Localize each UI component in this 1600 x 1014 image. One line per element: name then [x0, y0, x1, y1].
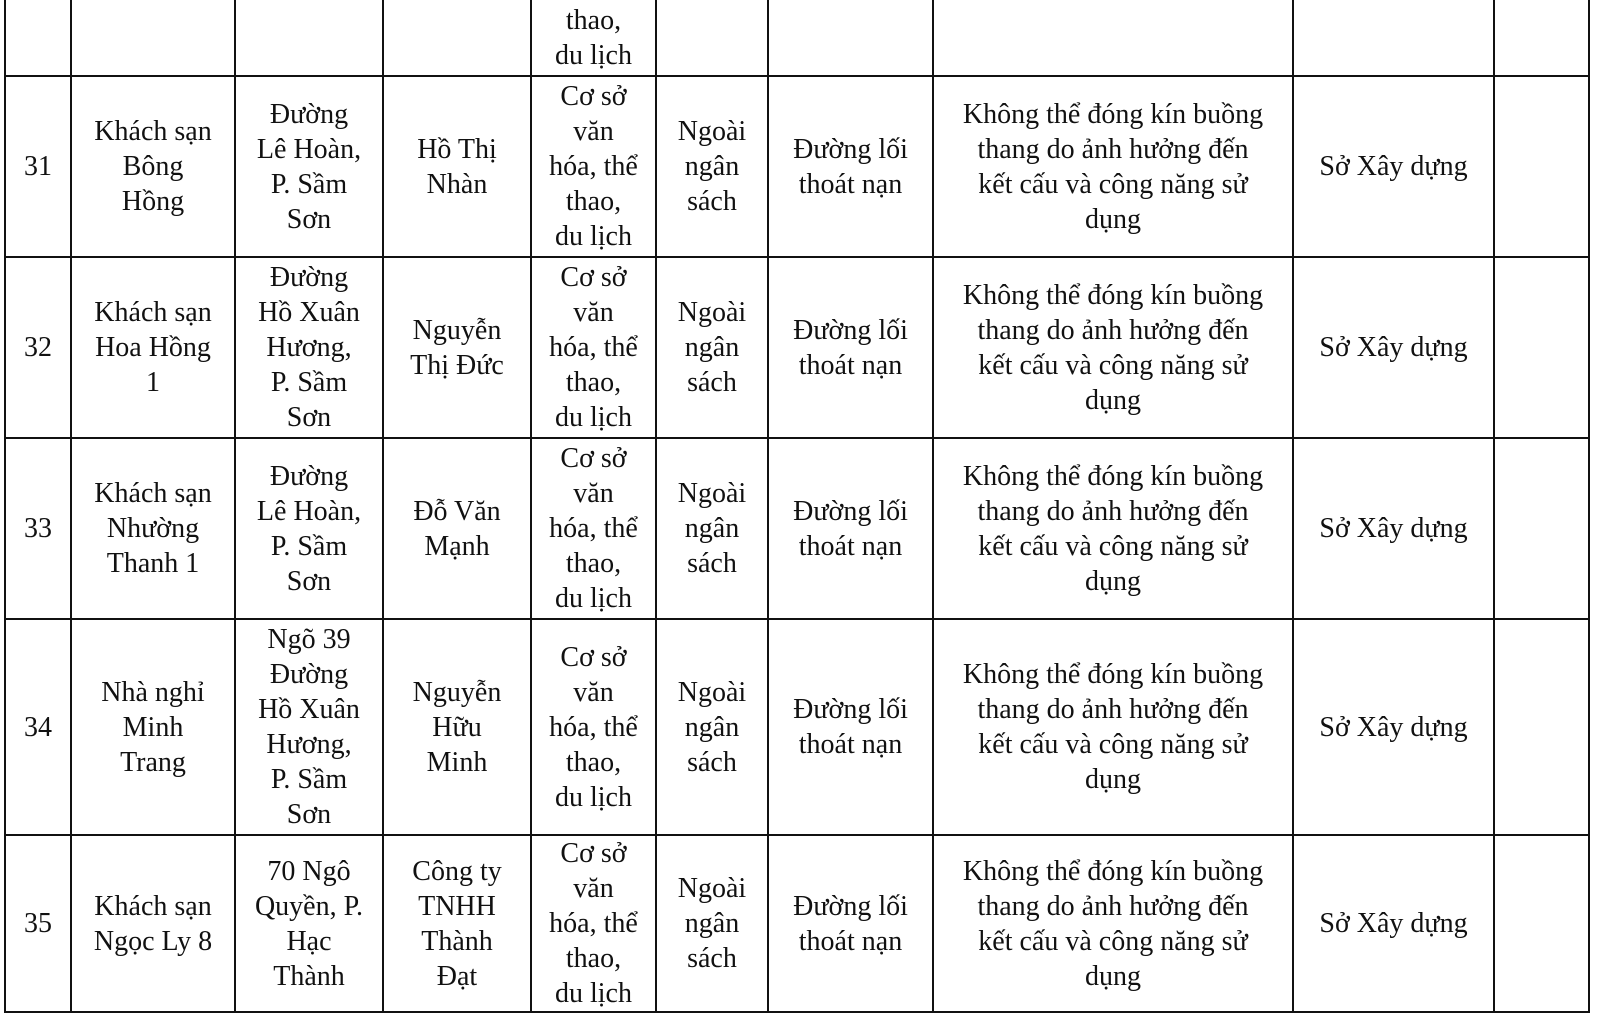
cell-category: Đường lối thoát nạn [768, 835, 933, 1012]
cell-address: Đường Lê Hoàn, P. Sầm Sơn [235, 76, 383, 257]
cell-funding: Ngoài ngân sách [656, 76, 768, 257]
table-row [5, 76, 1589, 257]
cell-note [1494, 619, 1589, 835]
cell-funding: Ngoài ngân sách [656, 835, 768, 1012]
cell-name: Khách sạn Ngọc Ly 8 [71, 835, 235, 1012]
cell-no: 31 [5, 76, 71, 257]
cell-issue: Không thể đóng kín buồng thang do ảnh hưởng đến kết cấu và công năng sử dụng [933, 438, 1293, 619]
cell-address [235, 0, 383, 76]
cell-funding [656, 0, 768, 76]
cell-name: Khách sạn Bông Hồng [71, 76, 235, 257]
cell-note [1494, 257, 1589, 438]
cell-note [1494, 0, 1589, 76]
cell-category: Đường lối thoát nạn [768, 76, 933, 257]
cell-issue: Không thể đóng kín buồng thang do ảnh hưởng đến kết cấu và công năng sử dụng [933, 619, 1293, 835]
cell-note [1494, 76, 1589, 257]
table-row [5, 438, 1589, 619]
cell-issue: Không thể đóng kín buồng thang do ảnh hưởng đến kết cấu và công năng sử dụng [933, 257, 1293, 438]
cell-agency: Sở Xây dựng [1293, 257, 1494, 438]
cell-type: Cơ sở văn hóa, thể thao, du lịch [531, 619, 656, 835]
cell-type: Cơ sở văn hóa, thể thao, du lịch [531, 257, 656, 438]
cell-issue [933, 0, 1293, 76]
cell-note [1494, 835, 1589, 1012]
cell-category: Đường lối thoát nạn [768, 619, 933, 835]
cell-no: 33 [5, 438, 71, 619]
cell-address: Đường Hồ Xuân Hương, P. Sầm Sơn [235, 257, 383, 438]
cell-address: 70 Ngô Quyền, P. Hạc Thành [235, 835, 383, 1012]
cell-type: Cơ sở văn hóa, thể thao, du lịch [531, 438, 656, 619]
cell-category: Đường lối thoát nạn [768, 438, 933, 619]
table-row-partial [5, 0, 1589, 76]
cell-owner: Công ty TNHH Thành Đạt [383, 835, 531, 1012]
cell-issue: Không thể đóng kín buồng thang do ảnh hưởng đến kết cấu và công năng sử dụng [933, 835, 1293, 1012]
cell-name: Khách sạn Nhường Thanh 1 [71, 438, 235, 619]
cell-owner: Nguyễn Hữu Minh [383, 619, 531, 835]
table-row [5, 835, 1589, 1012]
cell-agency: Sở Xây dựng [1293, 438, 1494, 619]
cell-note [1494, 438, 1589, 619]
cell-issue: Không thể đóng kín buồng thang do ảnh hưởng đến kết cấu và công năng sử dụng [933, 76, 1293, 257]
cell-funding: Ngoài ngân sách [656, 438, 768, 619]
cell-type: Cơ sở văn hóa, thể thao, du lịch [531, 835, 656, 1012]
cell-address: Đường Lê Hoàn, P. Sầm Sơn [235, 438, 383, 619]
cell-no [5, 0, 71, 76]
cell-category [768, 0, 933, 76]
cell-type: thao, du lịch [531, 0, 656, 76]
violations-table [4, 0, 1590, 1013]
cell-funding: Ngoài ngân sách [656, 257, 768, 438]
cell-owner [383, 0, 531, 76]
cell-address: Ngõ 39 Đường Hồ Xuân Hương, P. Sầm Sơn [235, 619, 383, 835]
cell-agency: Sở Xây dựng [1293, 619, 1494, 835]
table-row [5, 257, 1589, 438]
cell-no: 35 [5, 835, 71, 1012]
cell-agency: Sở Xây dựng [1293, 76, 1494, 257]
cell-owner: Đỗ Văn Mạnh [383, 438, 531, 619]
cell-type: Cơ sở văn hóa, thể thao, du lịch [531, 76, 656, 257]
cell-name: Nhà nghỉ Minh Trang [71, 619, 235, 835]
cell-owner: Hồ Thị Nhàn [383, 76, 531, 257]
cell-agency: Sở Xây dựng [1293, 835, 1494, 1012]
cell-no: 32 [5, 257, 71, 438]
cell-funding: Ngoài ngân sách [656, 619, 768, 835]
cell-category: Đường lối thoát nạn [768, 257, 933, 438]
table-row [5, 619, 1589, 835]
cell-name [71, 0, 235, 76]
cell-agency [1293, 0, 1494, 76]
cell-name: Khách sạn Hoa Hồng 1 [71, 257, 235, 438]
cell-no: 34 [5, 619, 71, 835]
cell-owner: Nguyễn Thị Đức [383, 257, 531, 438]
